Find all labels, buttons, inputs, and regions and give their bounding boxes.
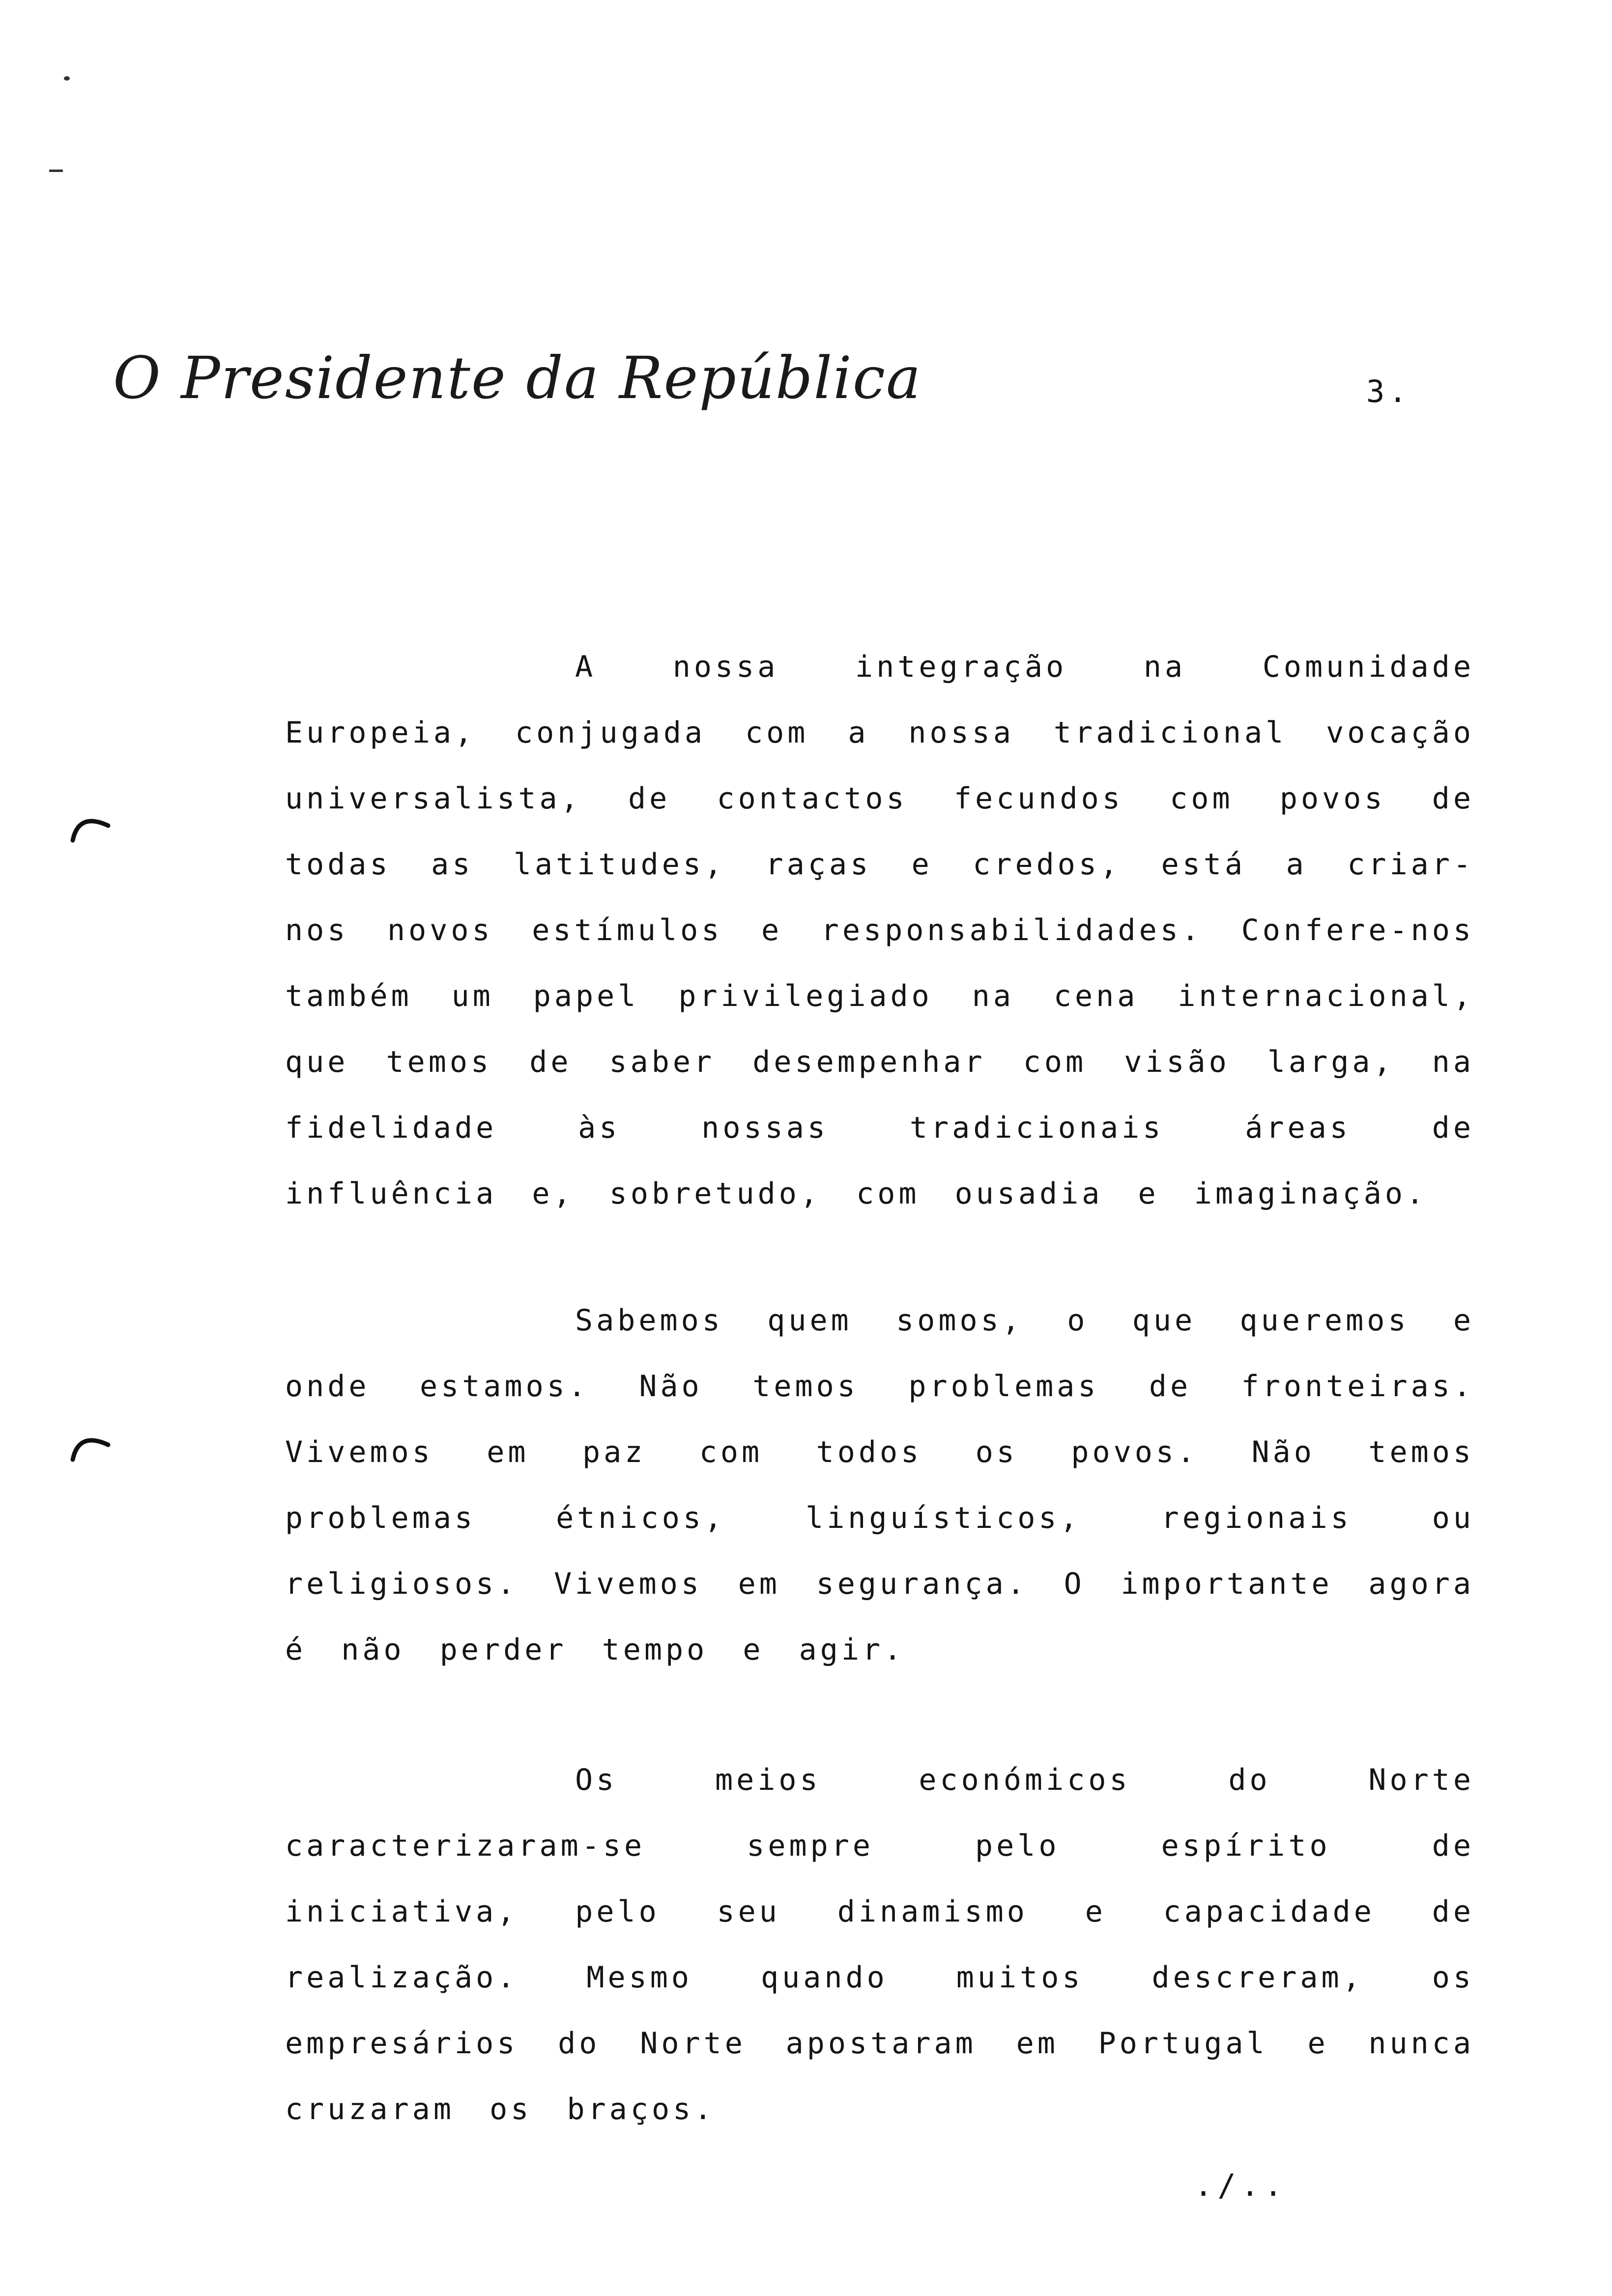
- scan-speck: [64, 76, 70, 81]
- body-paragraph-2: Sabemos quem somos, o que queremos e onde estamos. Não temos problemas de fronteiras. Vivemos em paz com todos os povos. Não temos problemas étnicos, linguísticos, regionais ou religiosos. Vivemos em segurança. O importante agora é não perder tempo e agir.: [285, 1303, 1474, 1667]
- letterhead-title: O Presidente da República: [113, 344, 922, 412]
- scan-speck: [49, 170, 63, 172]
- body-paragraph-3: Os meios económicos do Norte caracterizaram-se sempre pelo espírito de iniciativa, pelo seu dinamismo e capacidade de realização. Mesmo quando muitos descreram, os empresários do Norte apostaram em Portugal e nunca cruzaram os braços.: [285, 1763, 1474, 2126]
- body-paragraph-1: A nossa integração na Comunidade Europeia, conjugada com a nossa tradicional vocação universalista, de contactos fecundos com povos de todas as latitudes, raças e credos, está a criar-nos novos estímulos e responsabilidades. Confere-nos também um papel privilegiado na cena internacional, que temos de saber desempenhar com visão larga, na fidelidade às nossas tradicionais áreas de influência e, sobretudo, com ousadia e imaginação.: [285, 650, 1474, 1211]
- punch-hole-mark: [69, 806, 113, 850]
- punch-hole-mark: [69, 1425, 113, 1469]
- continuation-mark: ./..: [1194, 2167, 1288, 2203]
- page-number: 3.: [1366, 373, 1411, 409]
